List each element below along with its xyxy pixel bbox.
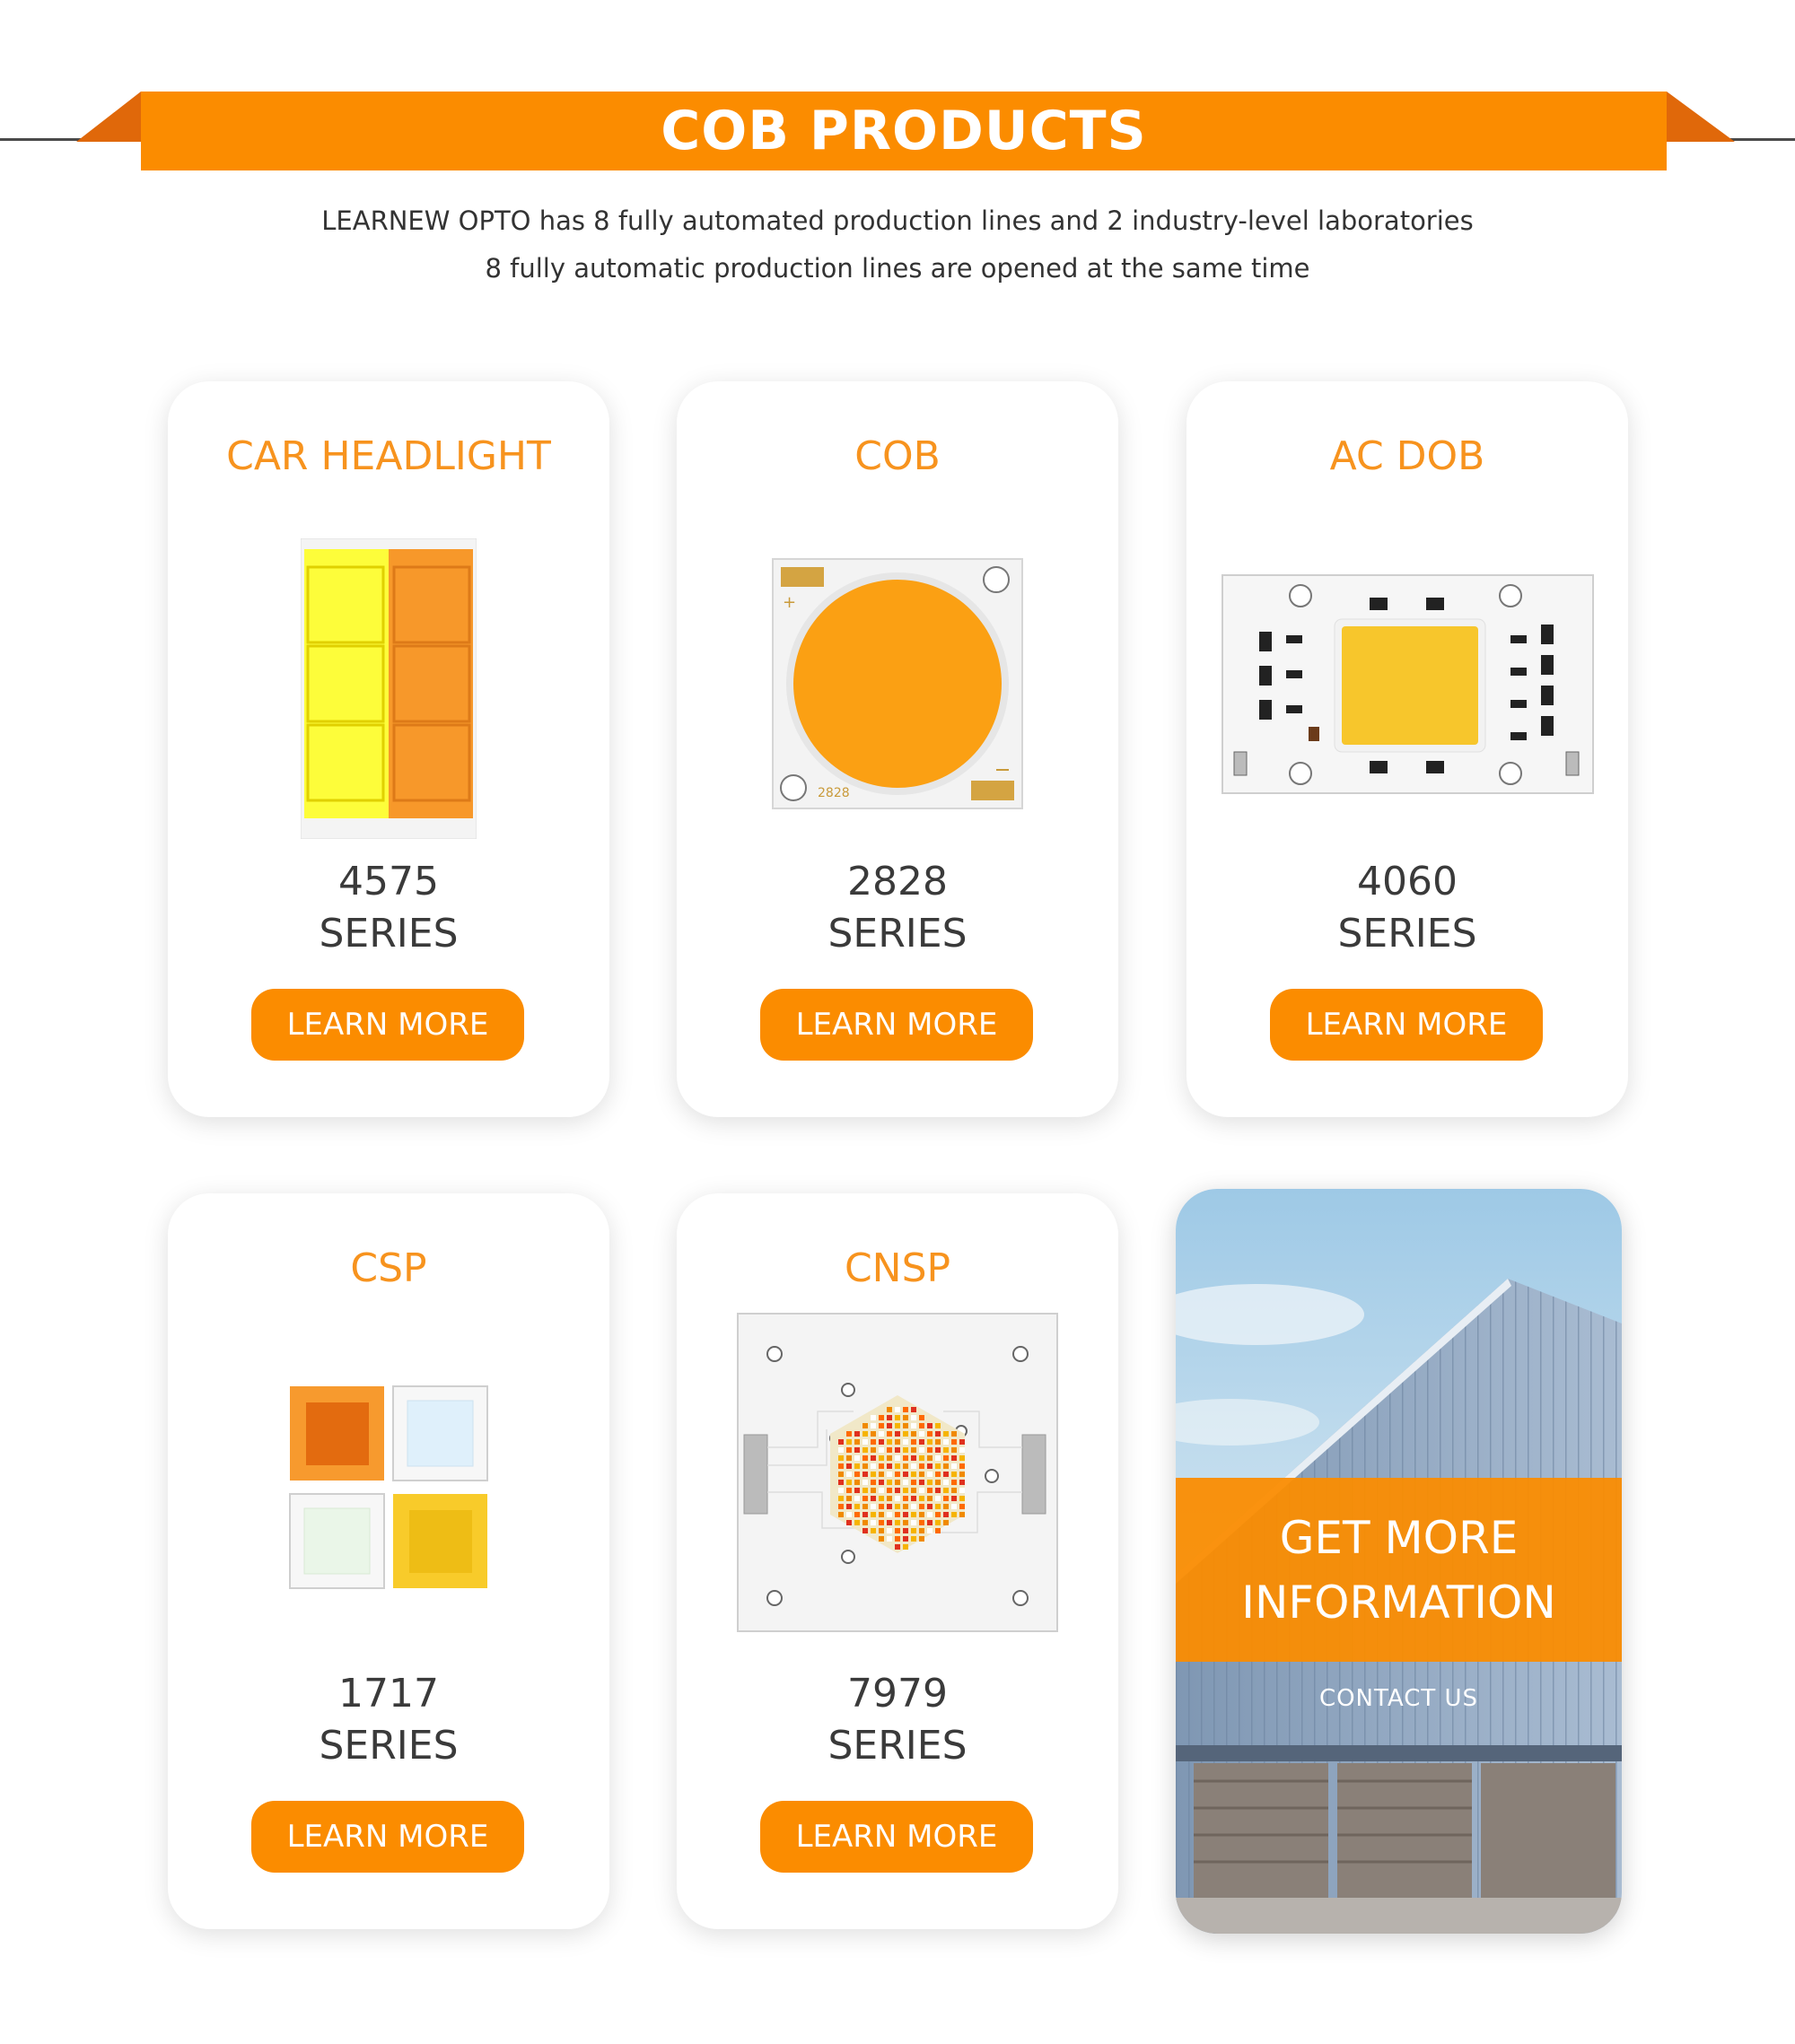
product-card-car-headlight (168, 381, 609, 1117)
contact-line-2: INFORMATION (1241, 1576, 1556, 1629)
page-title: COB PRODUCTS (661, 100, 1147, 162)
product-image-csp (168, 1377, 609, 1597)
intro-line-2: 8 fully automatic production lines are opened at the same time (485, 253, 1310, 284)
product-title: CAR HEADLIGHT (226, 433, 551, 479)
contact-banner (1176, 1478, 1622, 1662)
product-image-cnsp (677, 1313, 1118, 1632)
product-image-car-headlight (168, 538, 609, 839)
csp-chips-icon (281, 1377, 496, 1597)
intro-text (0, 197, 1795, 293)
cob-chip-icon (772, 558, 1023, 809)
product-image-ac-dob (1186, 574, 1628, 794)
product-series: SERIES (319, 1723, 459, 1769)
product-number: 4575 (338, 859, 439, 904)
contact-us-link[interactable]: CONTACT US (1318, 1685, 1479, 1712)
learn-more-button[interactable]: LEARN MORE (1270, 989, 1543, 1061)
learn-more-button[interactable]: LEARN MORE (760, 989, 1033, 1061)
learn-more-button[interactable]: LEARN MORE (251, 989, 524, 1061)
contact-line-1: GET MORE (1279, 1511, 1519, 1564)
banner-fold-left (76, 92, 144, 142)
intro-line-1: LEARNEW OPTO has 8 fully automated production lines and 2 industry-level laboratories (321, 205, 1474, 236)
product-series: SERIES (319, 911, 459, 956)
product-series: SERIES (827, 1723, 968, 1769)
product-card-ac-dob (1186, 381, 1628, 1117)
learn-more-button[interactable]: LEARN MORE (760, 1801, 1033, 1873)
product-title: AC DOB (1329, 433, 1485, 479)
product-series: SERIES (827, 911, 968, 956)
product-card-csp (168, 1193, 609, 1929)
cnsp-board-icon (737, 1313, 1058, 1632)
product-title: COB (854, 433, 941, 479)
contact-card[interactable] (1176, 1189, 1622, 1934)
product-number: 1717 (338, 1671, 439, 1716)
product-card-cob (677, 381, 1118, 1117)
led-headlight-chip-icon (301, 538, 477, 839)
ac-dob-board-icon (1221, 574, 1594, 794)
product-title: CSP (350, 1245, 427, 1291)
product-series: SERIES (1337, 911, 1477, 956)
product-card-cnsp (677, 1193, 1118, 1929)
product-number: 2828 (847, 859, 948, 904)
chip-label: 2828 (818, 786, 850, 800)
learn-more-button[interactable]: LEARN MORE (251, 1801, 524, 1873)
product-title: CNSP (844, 1245, 951, 1291)
banner-fold-right (1665, 92, 1737, 142)
product-number: 7979 (847, 1671, 948, 1716)
header-banner (141, 92, 1667, 170)
svg-text:+: + (783, 593, 797, 612)
product-image-cob (677, 558, 1118, 809)
product-number: 4060 (1357, 859, 1458, 904)
